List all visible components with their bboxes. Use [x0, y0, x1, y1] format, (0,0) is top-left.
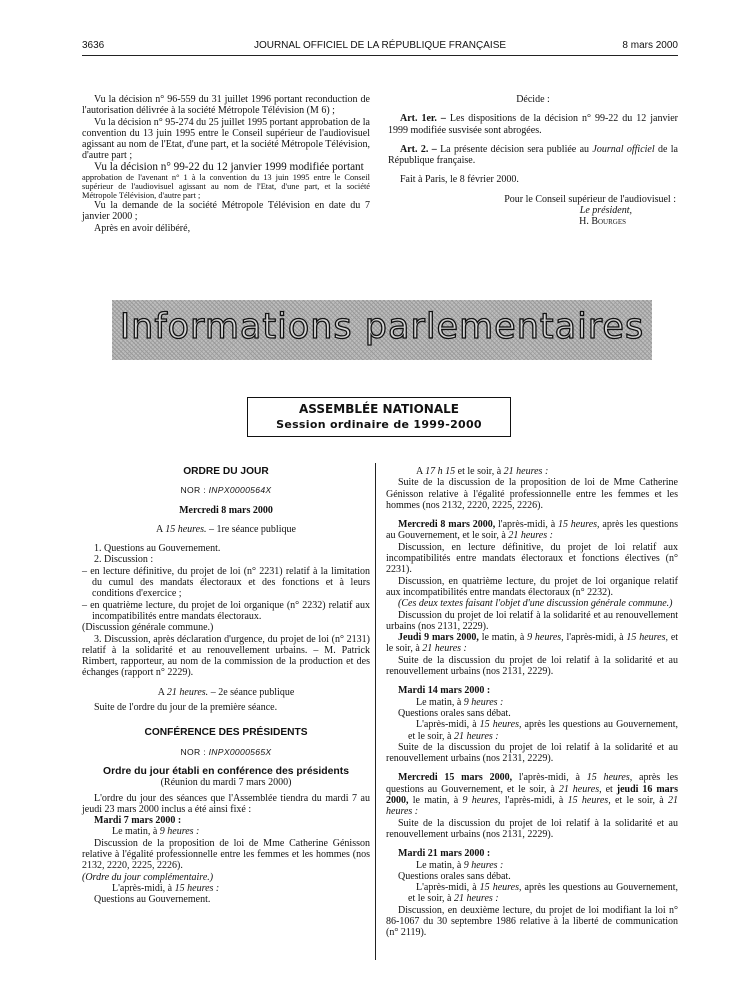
banner-title: Informations parlementaires: [119, 307, 645, 347]
time: 9 heures :: [159, 826, 200, 838]
paragraph: Questions orales sans débat.: [398, 707, 511, 719]
list-item: – en lecture définitive, du projet de loi (n° 2231) relatif à la limitation du cumul des mandats électoraux et des fonctions et à leurs conditions d'exercice ;: [82, 565, 370, 600]
paragraph: Vu la décision n° 99-22 du 12 janvier 1999 modifiée portant: [94, 160, 364, 173]
time: 15 heures.: [165, 523, 207, 535]
paragraph: Discussion de la proposition de loi de Mme Catherine Génisson relative à l'égalité professionnelle entre les femmes et les hommes (nos 2132, 2220, 2225, 2226).: [82, 837, 370, 872]
text: après les questions au Gouvernement, et le soir, à: [408, 719, 678, 742]
nor-reference: NOR : INPX0000564X: [180, 485, 272, 496]
subheading: Ordre du jour établi en conférence des présidents: [103, 765, 349, 777]
paragraph: Après en avoir délibéré,: [94, 222, 191, 234]
pour-line: Pour le Conseil supérieur de l'audiovisuel :: [504, 193, 676, 205]
time: 15 heures,: [626, 632, 668, 644]
time-line: [386, 860, 678, 871]
day-heading: jeudi 16 mars 2000,: [386, 783, 678, 807]
journal-reference: Journal officiel: [592, 143, 655, 155]
article-label: Art. 1er. –: [400, 113, 446, 125]
session-subtitle: Session ordinaire de 1999-2000: [276, 418, 482, 431]
text: l'après-midi, à: [504, 795, 564, 807]
paragraph: Suite de la discussion du projet de loi relatif à la solidarité et au renouvellement urbains (nos 2131, 2229).: [386, 817, 678, 840]
day-heading: Mardi 7 mars 2000 :: [94, 815, 182, 827]
time: 17 h 15: [425, 466, 456, 477]
signature: H. Bourges: [579, 216, 626, 228]
list-item: 1. Questions au Gouvernement.: [94, 543, 221, 555]
decide-heading: Décide :: [516, 94, 550, 105]
paragraph: Vu la décision n° 96-559 du 31 juillet 1996 portant reconduction de l'autorisation délivrée à la société Métropole Télévision (M 6) ;: [82, 94, 370, 117]
time: 9 heures,: [527, 632, 564, 644]
column-divider: [375, 463, 376, 960]
time-line: [386, 882, 678, 905]
paragraph: Questions orales sans débat.: [398, 870, 511, 882]
journal-title: JOURNAL OFFICIEL DE LA RÉPUBLIQUE FRANÇAISE: [253, 40, 507, 51]
top-left-column: [82, 94, 370, 234]
time-line: [386, 697, 678, 708]
meeting-date: (Réunion du mardi 7 mars 2000): [160, 777, 292, 789]
text: l'après-midi, à: [498, 519, 556, 531]
paragraph: Discussion, en quatrième lecture, du projet de loi organique relatif aux incompatibilités entre mandats électoraux (n° 2232).: [386, 575, 678, 598]
article-text: La présente décision sera publiée au: [440, 143, 590, 155]
note: (Discussion générale commune.): [82, 622, 214, 634]
text: après les questions au Gouvernement, et le soir, à: [386, 519, 678, 542]
day-heading: Mardi 21 mars 2000 :: [398, 848, 491, 860]
note: (Ces deux textes faisant l'objet d'une discussion générale commune.): [398, 598, 673, 610]
text: – 1re séance publique: [209, 523, 296, 535]
time-line: [386, 466, 678, 477]
text: après les questions au Gouvernement, et le soir, à: [408, 882, 678, 905]
fait-line: Fait à Paris, le 8 février 2000.: [400, 174, 519, 186]
text: et: [605, 783, 613, 795]
paragraph: Suite de la discussion du projet de loi relatif à la solidarité et au renouvellement urbains (nos 2131, 2229).: [386, 654, 678, 678]
day-paragraph: [386, 519, 678, 542]
article-1: [388, 113, 678, 136]
time: 21 heures.: [166, 686, 209, 698]
nor-code: INPX0000565X: [208, 746, 272, 757]
text: – 2e séance publique: [210, 686, 295, 698]
header-rule: [82, 55, 678, 56]
time: 21 heures :: [386, 795, 678, 818]
text: l'après-midi, à: [566, 632, 624, 644]
note: (Ordre du jour complémentaire.): [82, 871, 214, 883]
time: 21 heures :: [453, 893, 499, 905]
time-line: [386, 719, 678, 742]
day-heading: Mercredi 15 mars 2000,: [398, 772, 513, 784]
seance-line: [82, 687, 370, 698]
time: 21 heures :: [503, 466, 549, 477]
time: 21 heures,: [558, 783, 602, 795]
time: 21 heures :: [453, 730, 499, 742]
time: 21 heures :: [422, 643, 467, 655]
running-header: [82, 40, 678, 54]
text: le matin, à: [481, 632, 525, 644]
page-number: 3636: [82, 40, 105, 51]
paragraph: Vu la demande de la société Métropole Télévision en date du 7 janvier 2000 ;: [82, 200, 370, 223]
time: 15 heures,: [557, 519, 600, 531]
time: 15 heures,: [567, 795, 611, 807]
day-paragraph: [386, 632, 678, 655]
section-heading: CONFÉRENCE DES PRÉSIDENTS: [144, 727, 308, 739]
day-paragraph: [386, 772, 678, 817]
paragraph: Discussion, en deuxième lecture, du projet de loi modifiant la loi n° 86-1067 du 30 septembre 1986 relative à la liberté de communication (n° 2119).: [386, 904, 678, 939]
day-heading: Mercredi 8 mars 2000: [179, 504, 273, 516]
bottom-right-column: [386, 466, 678, 939]
list-item: 2. Discussion :: [94, 554, 154, 566]
article-label: Art. 2. –: [400, 143, 437, 155]
bottom-left-column: [82, 466, 370, 906]
time: 21 heures :: [508, 530, 553, 542]
paragraph: Questions au Gouvernement.: [94, 894, 211, 906]
list-item: 3. Discussion, après déclaration d'urgence, du projet de loi (n° 2131) relatif à la solidarité et au renouvellement urbains. – M. Patrick Rimbert, rapporteur, au nom de la commission de la production et des échanges (rapport n° 2229).: [82, 633, 370, 679]
day-heading: Mardi 14 mars 2000 :: [398, 685, 491, 697]
text: l'après-midi, à: [518, 772, 580, 784]
text: A: [416, 466, 423, 477]
day-heading: Jeudi 9 mars 2000,: [398, 632, 479, 644]
text: et le soir, à: [614, 795, 664, 807]
time: 15 heures,: [479, 719, 522, 731]
top-right-column: [388, 94, 678, 228]
time: 15 heures,: [479, 882, 522, 894]
text: le matin, à: [412, 795, 459, 807]
paragraph: Suite de la discussion du projet de loi relatif à la solidarité et au renouvellement urbains (nos 2131, 2229).: [386, 741, 678, 765]
assembly-title: ASSEMBLÉE NATIONALE: [299, 402, 459, 416]
text: Le matin, à: [112, 826, 158, 838]
time: 15 heures :: [174, 882, 220, 894]
section-banner: [112, 300, 652, 360]
article-text: Les dispositions de la décision n° 99-22 du 12 janvier 1999 modifiée susvisée sont abrogées.: [388, 113, 678, 136]
day-heading: Mercredi 8 mars 2000,: [398, 519, 496, 531]
paragraph: Vu la décision n° 95-274 du 25 juillet 1995 portant approbation de la convention du 13 juin 1995 entre le Conseil supérieur de l'audiovisuel agissant au nom de l'Etat, d'une part, et la société Métropole Télévision, d'autre part ;: [82, 116, 370, 162]
nor-reference: NOR : INPX0000565X: [180, 746, 272, 757]
text: et le soir, à: [457, 466, 502, 477]
nor-code: INPX0000564X: [208, 485, 272, 496]
header-date: 8 mars 2000: [622, 40, 678, 51]
paragraph: approbation de l'avenant n° 1 à la convention du 13 juin 1995 entre le Conseil supérieur de l'audiovisuel agissant au nom de l'Etat, d'une part, et la société Métropole Télévision, d'autre part ;: [82, 173, 370, 201]
article-2: [388, 144, 678, 167]
article-text: de la République française.: [388, 143, 678, 167]
text: et le soir, à: [386, 632, 679, 655]
time: 9 heures :: [463, 859, 504, 871]
text: L'après-midi, à: [112, 882, 173, 894]
text: Le matin, à: [416, 859, 462, 871]
paragraph: Suite de la discussion de la proposition de loi de Mme Catherine Génisson relative à l'égalité professionnelle entre les femmes et les hommes (nos 2132, 2220, 2225, 2226).: [386, 477, 678, 511]
text: L'après-midi, à: [416, 882, 477, 894]
paragraph: L'ordre du jour des séances que l'Assemblée tiendra du mardi 7 au jeudi 23 mars 2000 inclus a été ainsi fixé :: [82, 792, 370, 815]
time-line: [82, 883, 370, 894]
paragraph: Discussion, en lecture définitive, du projet de loi relatif aux incompatibilités entre mandats électoraux et fonctions électives (n° 2231).: [386, 541, 678, 576]
text: Le matin, à: [416, 696, 462, 708]
time-line: [82, 826, 370, 837]
text: L'après-midi, à: [416, 719, 477, 731]
seance-line: [82, 524, 370, 535]
assembly-box: [247, 397, 511, 437]
time: 15 heures,: [586, 772, 633, 784]
text: A: [157, 686, 165, 698]
time: 9 heures,: [462, 795, 501, 807]
paragraph: Suite de l'ordre du jour de la première séance.: [94, 702, 278, 714]
text: A: [156, 523, 163, 535]
list-item: – en quatrième lecture, du projet de loi organique (n° 2232) relatif aux incompatibilités entre mandats électoraux.: [82, 599, 370, 622]
text: après les questions au Gouvernement, et le soir, à: [386, 772, 679, 795]
le-president: Le président,: [579, 205, 632, 217]
section-heading: ORDRE DU JOUR: [183, 466, 269, 477]
time: 9 heures :: [463, 696, 504, 708]
paragraph: Discussion du projet de loi relatif à la solidarité et au renouvellement urbains (nos 2131, 2229).: [386, 609, 678, 632]
